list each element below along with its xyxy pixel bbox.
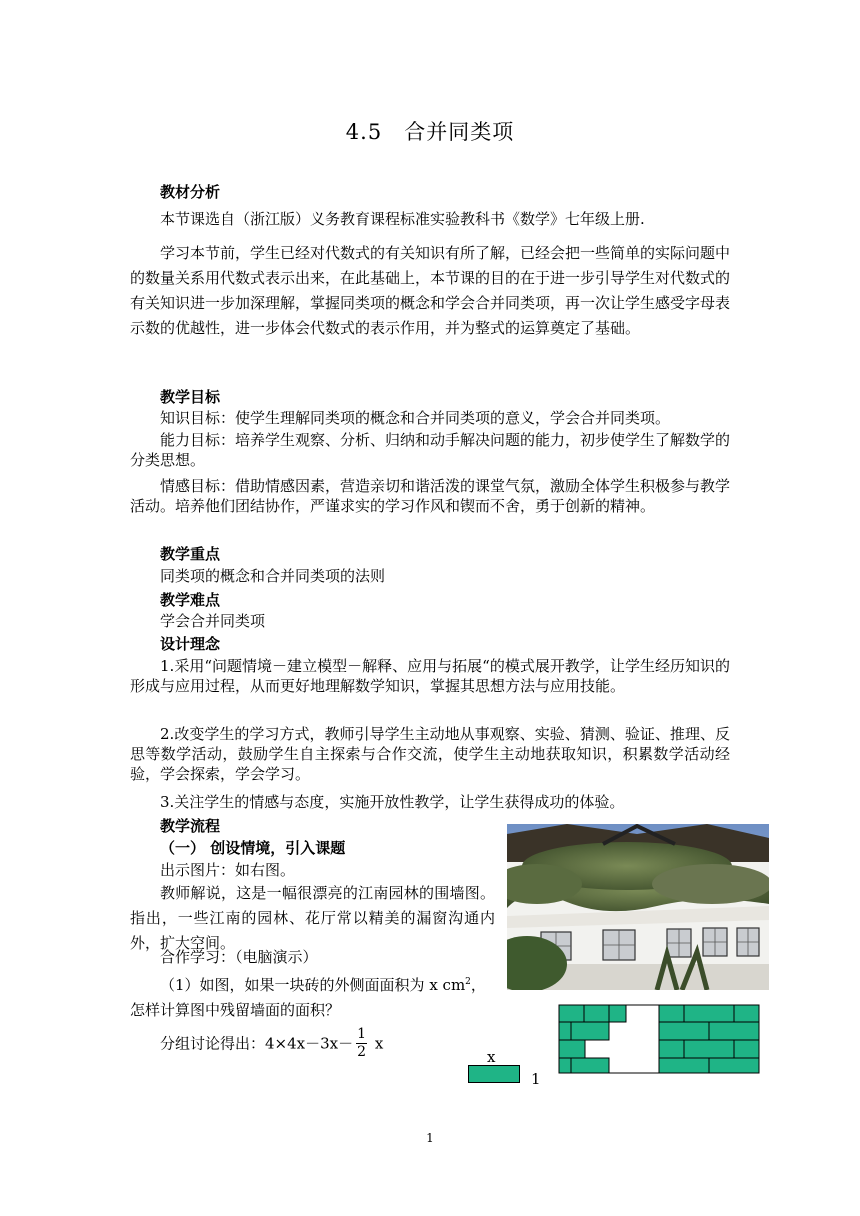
heading-difficulty: 教学难点 — [160, 591, 221, 609]
garden-wall-photo — [507, 824, 769, 990]
difficulty-text: 学会合并同类项 — [160, 612, 266, 630]
heading-key: 教学重点 — [160, 545, 221, 563]
discussion-variable: x — [370, 1034, 384, 1053]
design-item-3: 3.关注学生的情感与态度，实施开放性教学，让学生获得成功的体验。 — [160, 793, 625, 811]
material-paragraph-2: 学习本节前，学生已经对代数式的有关知识有所了解，已经会把一些简单的实际问题中的数量关系用代数式表示出来，在此基础上，本节课的目的在于进一步引导学生对代数式的有关知识进一步加深理解，掌握同类项的概念和学会合并同类项，再一次让学生感受字母表示数的优越性，进一步体会代数式的表示作用，并为整式的运算奠定了基础。 — [130, 244, 731, 337]
goal-knowledge: 知识目标：使学生理解同类项的概念和合并同类项的意义，学会合并同类项。 — [160, 409, 671, 427]
material-paragraph-1: 本节课选自（浙江版）义务教育课程标准实验教科书《数学》七年级上册. — [160, 210, 645, 228]
page-number: 1 — [426, 1131, 434, 1145]
design-item-1: 1.采用“问题情境－建立模型－解释、应用与拓展“的模式展开教学，让学生经历知识的形成与应用过程，从而更好地理解数学知识，掌握其思想方法与应用技能。 — [130, 657, 730, 695]
heading-material: 教材分析 — [160, 183, 221, 201]
fraction-denominator: 2 — [357, 1044, 367, 1060]
flow-cooperative-learning: 合作学习：（电脑演示） — [160, 948, 318, 966]
brick-label-1: 1 — [531, 1070, 541, 1088]
flow-question-1 — [130, 970, 510, 1023]
fraction-one-half — [356, 1026, 367, 1061]
brick-label-x: x — [487, 1048, 496, 1066]
question-1-superscript: 2 — [465, 977, 471, 987]
page-title: 4.5 合并同类项 — [345, 120, 515, 144]
flow-teacher-explain: 教师解说，这是一幅很漂亮的江南园林的围墙图。指出，一些江南的园林、花厅常以精美的漏窗沟通内外，扩大空间。 — [130, 884, 495, 952]
flow-discussion-result — [160, 1026, 480, 1061]
single-brick — [468, 1065, 520, 1083]
heading-flow: 教学流程 — [160, 817, 221, 835]
design-item-2: 2.改变学生的学习方式，教师引导学生主动地从事观察、实验、猜测、验证、推理、反思等数学活动，鼓励学生自主探索与合作交流，使学生主动地获取知识，积累数学活动经验，学会探索，学会学习。 — [130, 725, 730, 783]
heading-design: 设计理念 — [160, 635, 221, 653]
question-1-prompt: 怎样计算图中残留墙面的面积？ — [130, 1001, 341, 1019]
flow-show-picture: 出示图片：如右图。 — [160, 861, 296, 879]
goal-emotion: 情感目标：借助情感因素，营造亲切和谐活泼的课堂气氛，激励全体学生积极参与教学活动。培养他们团结协作，严谨求实的学习作风和锲而不舍，勇于创新的精神。 — [130, 477, 731, 515]
heading-goals: 教学目标 — [160, 388, 221, 406]
goal-ability: 能力目标：培养学生观察、分析、归纳和动手解决问题的能力，初步使学生了解数学的分类思想。 — [130, 431, 731, 469]
discussion-expression: 分组讨论得出：4×4x－3x－ — [160, 1034, 354, 1053]
question-1-comma: ， — [470, 976, 486, 994]
fraction-numerator: 1 — [357, 1026, 367, 1042]
question-1-text: （1）如图，如果一块砖的外侧面面积为 x cm — [160, 976, 466, 994]
flow-sub-heading-1: （一） 创设情境，引入课题 — [160, 839, 346, 857]
key-text: 同类项的概念和合并同类项的法则 — [160, 567, 386, 585]
